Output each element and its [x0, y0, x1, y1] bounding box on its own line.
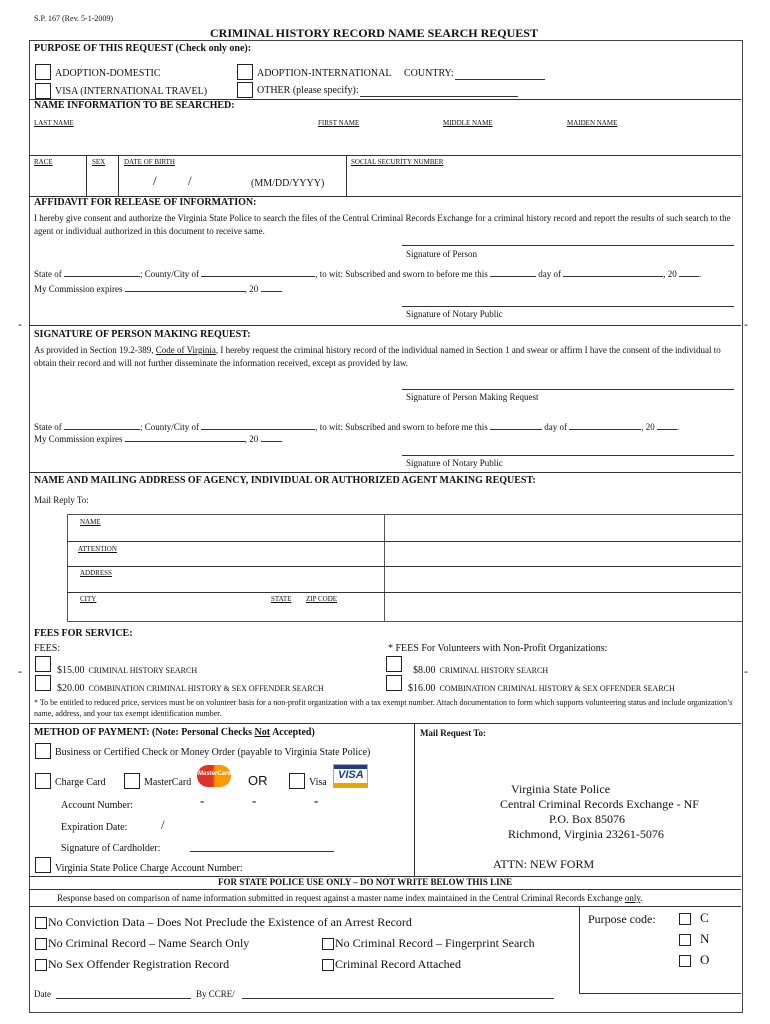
commission-field[interactable]	[125, 291, 245, 292]
year-field[interactable]	[657, 429, 677, 430]
signature-heading: SIGNATURE OF PERSON MAKING REQUEST:	[34, 329, 251, 340]
divider	[118, 155, 119, 197]
wit-label: , to wit: Subscribed and sworn to before me this	[315, 422, 488, 432]
other-label: OTHER (please specify):	[257, 85, 359, 96]
year-label: , 20	[641, 422, 655, 432]
day-field[interactable]	[490, 276, 536, 277]
ssn-label: SOCIAL SECURITY NUMBER	[351, 158, 444, 166]
vfee-16-checkbox[interactable]	[386, 675, 402, 691]
commission-year-field[interactable]	[261, 291, 281, 292]
visa-card-checkbox[interactable]	[289, 773, 305, 789]
month-field[interactable]	[563, 276, 663, 277]
divider	[414, 723, 415, 876]
response-text-part: Response based on comparison of name information submitted in request against a master name index maintained in the Central Criminal Records Exchange	[57, 893, 623, 903]
purpose-code-label: Purpose code:	[588, 912, 656, 926]
purpose-code-n: N	[700, 931, 710, 946]
fees-note: * To be entitled to reduced price, services must be on volunteer basis for a non-profit organization with a tax exempt number. Attach documentation to form which supports volunteering status and include organization’s name, address, and your tax exempt identification number.	[34, 698, 733, 718]
mailing-heading: NAME AND MAILING ADDRESS OF AGENCY, INDIVIDUAL OR AUTHORIZED AGENT MAKING REQUEST:	[34, 475, 536, 486]
divider	[579, 993, 741, 994]
margin-mark: -	[744, 664, 748, 678]
mastercard-checkbox[interactable]	[124, 773, 140, 789]
other-checkbox[interactable]	[237, 82, 253, 98]
payment-heading-part: METHOD OF PAYMENT: (Note: Personal Checks	[34, 727, 253, 738]
divider	[29, 472, 741, 473]
record-attached-checkbox[interactable]	[322, 959, 334, 971]
commission-year-field[interactable]	[261, 441, 281, 442]
sig-notary-label: Signature of Notary Public	[406, 309, 503, 319]
other-specify-field[interactable]	[360, 96, 518, 97]
form-id: S.P. 167 (Rev. 5-1-2009)	[34, 14, 114, 23]
day-field[interactable]	[490, 429, 542, 430]
fee-text: CRIMINAL HISTORY SEARCH	[439, 666, 549, 675]
sig-person-label: Signature of Person	[406, 249, 477, 259]
signature-text-part: , I hereby request the criminal history record of the individual named in Section 1 and swear or affirm I have the consent of the individual to obtain their record and will not further disseminate the information received, except as provided by law.	[34, 345, 721, 368]
zip-field-label: ZIP CODE	[306, 595, 338, 603]
payment-heading	[34, 727, 315, 738]
attention-field-label: ATTENTION	[78, 545, 117, 553]
response-only: only	[624, 893, 641, 903]
date-label: Date	[34, 989, 51, 999]
purpose-code-o: O	[700, 952, 710, 967]
vfee-8-checkbox[interactable]	[386, 656, 402, 672]
state-of-label: State of	[34, 269, 62, 279]
purpose-code-n-checkbox[interactable]	[679, 934, 691, 946]
charge-card-label: Charge Card	[55, 777, 106, 788]
maiden-name-label: MAIDEN NAME	[567, 119, 618, 127]
mail-request-line4: Richmond, Virginia 23261-5076	[508, 827, 664, 841]
first-name-label: FIRST NAME	[318, 119, 360, 127]
fees-label: FEES:	[34, 643, 61, 654]
divider	[346, 155, 347, 197]
mastercard-logo-icon	[197, 765, 231, 787]
county-label: ; County/City of	[140, 422, 200, 432]
visa-logo-text: VISA	[338, 769, 364, 781]
affidavit-text: I hereby give consent and authorize the Virginia State Police to search the files of the Central Criminal Records Exchange for a criminal history record and report the results of such search to the agent or individual authorized in this document to receive same.	[34, 213, 731, 236]
state-of-label: State of	[34, 422, 62, 432]
no-sex-offender-label: No Sex Offender Registration Record	[48, 957, 230, 971]
affidavit-heading: AFFIDAVIT FOR RELEASE OF INFORMATION:	[34, 197, 257, 208]
affidavit-state-line: State of ; County/City of , to wit: Subscribed and sworn to before me this day of , 20 .	[34, 269, 702, 279]
ccre-field[interactable]	[242, 998, 554, 999]
no-conviction-checkbox[interactable]	[35, 917, 47, 929]
purpose-code-o-checkbox[interactable]	[679, 955, 691, 967]
year-label: , 20	[244, 284, 259, 294]
adoption-international-checkbox[interactable]	[237, 64, 253, 80]
sig-requester-line[interactable]	[402, 389, 734, 390]
payment-heading-part: Accepted)	[272, 727, 315, 738]
cardholder-signature-field[interactable]	[190, 851, 334, 852]
adoption-domestic-label: ADOPTION-DOMESTIC	[55, 68, 161, 79]
last-name-label: LAST NAME	[34, 119, 74, 127]
divider	[29, 889, 741, 890]
fee-15-checkbox[interactable]	[35, 656, 51, 672]
expiration-slash: /	[161, 817, 165, 832]
no-sex-offender-checkbox[interactable]	[35, 959, 47, 971]
fee-15-label	[57, 660, 197, 678]
divider	[67, 592, 741, 593]
sig-person-line[interactable]	[402, 245, 734, 246]
visa-label: VISA (INTERNATIONAL TRAVEL)	[55, 86, 208, 97]
cardholder-label: Signature of Cardholder:	[61, 843, 161, 854]
sig-requester-label: Signature of Person Making Request	[406, 392, 539, 402]
or-label: OR	[248, 773, 268, 788]
sex-label: SEX	[92, 158, 106, 166]
purpose-heading: PURPOSE OF THIS REQUEST (Check only one):	[34, 43, 252, 54]
fee-20-checkbox[interactable]	[35, 675, 51, 691]
divider	[86, 155, 87, 197]
mail-request-line1: Virginia State Police	[511, 782, 611, 796]
mastercard-logo-text: MasterCard	[198, 771, 232, 777]
expiration-label: Expiration Date:	[61, 822, 128, 833]
visa-checkbox[interactable]	[35, 83, 51, 99]
police-use-banner: FOR STATE POLICE USE ONLY – DO NOT WRITE BELOW THIS LINE	[218, 877, 513, 887]
sig-notary-label: Signature of Notary Public	[406, 458, 503, 468]
divider	[29, 723, 741, 724]
county-label: ; County/City of	[140, 269, 200, 279]
signature-text-part: As provided in Section 19.2-389,	[34, 345, 154, 355]
response-text: Response based on comparison of name information submitted in request against a master name index maintained in the Central Criminal Records Exchange only.	[57, 893, 643, 903]
divider	[29, 155, 741, 156]
fee-text: COMBINATION CRIMINAL HISTORY & SEX OFFENDER SEARCH	[439, 684, 675, 693]
dob-slash: /	[153, 173, 157, 188]
visa-card-label: Visa	[309, 777, 327, 788]
visa-logo-icon	[333, 764, 368, 788]
mailing-address-box-right	[384, 514, 742, 622]
dob-format: (MM/DD/YYYY)	[251, 178, 325, 189]
middle-name-label: MIDDLE NAME	[443, 119, 493, 127]
dob-slash: /	[188, 173, 192, 188]
county-field[interactable]	[201, 276, 315, 277]
no-record-fingerprint-label: No Criminal Record – Fingerprint Search	[335, 936, 535, 950]
no-record-fingerprint-checkbox[interactable]	[322, 938, 334, 950]
adoption-domestic-checkbox[interactable]	[35, 64, 51, 80]
margin-mark: -	[18, 664, 22, 678]
divider	[29, 325, 741, 326]
fee-amount: $15.00	[57, 665, 85, 676]
name-field-label: NAME	[80, 518, 101, 526]
margin-mark: -	[18, 317, 22, 331]
fee-amount: $8.00	[413, 665, 436, 676]
purpose-code-c-checkbox[interactable]	[679, 913, 691, 925]
form-title: CRIMINAL HISTORY RECORD NAME SEARCH REQUEST	[210, 26, 538, 40]
fees-heading: FEES FOR SERVICE:	[34, 628, 133, 639]
state-field[interactable]	[64, 276, 140, 277]
volunteer-fees-label: * FEES For Volunteers with Non-Profit Organizations:	[388, 643, 608, 654]
fee-text: COMBINATION CRIMINAL HISTORY & SEX OFFENDER SEARCH	[88, 684, 324, 693]
mailing-address-box	[67, 514, 386, 622]
margin-mark: -	[744, 317, 748, 331]
record-attached-label: Criminal Record Attached	[335, 957, 461, 971]
mail-request-line3: P.O. Box 85076	[549, 812, 626, 826]
mail-reply-label: Mail Reply To:	[34, 495, 89, 505]
year-label: , 20	[663, 269, 677, 279]
vfee-16-label	[408, 678, 675, 696]
commission-field[interactable]	[125, 441, 245, 442]
month-field[interactable]	[569, 429, 641, 430]
vsp-account-checkbox[interactable]	[35, 857, 51, 873]
divider	[67, 541, 741, 542]
divider	[67, 566, 741, 567]
dob-label: DATE OF BIRTH	[124, 158, 175, 166]
city-field-label: CITY	[80, 595, 97, 603]
name-info-heading: NAME INFORMATION TO BE SEARCHED:	[34, 100, 235, 111]
year-label: , 20	[244, 434, 259, 444]
by-ccre-label: By CCRE/	[196, 989, 235, 999]
country-label: COUNTRY:	[404, 68, 454, 79]
affidavit-commission-line: My Commission expires , 20 .	[34, 284, 283, 294]
address-field-label: ADDRESS	[80, 569, 112, 577]
account-dash: -	[252, 793, 257, 808]
signature-commission-line: My Commission expires , 20 .	[34, 434, 283, 444]
no-record-name-checkbox[interactable]	[35, 938, 47, 950]
fee-text: CRIMINAL HISTORY SEARCH	[88, 666, 198, 675]
vsp-account-label: Virginia State Police Charge Account Number:	[55, 863, 243, 874]
sig-notary-line[interactable]	[402, 306, 734, 307]
mastercard-label: MasterCard	[144, 777, 192, 788]
account-number-label: Account Number:	[61, 800, 133, 811]
fee-amount: $20.00	[57, 683, 85, 694]
divider	[579, 906, 580, 993]
no-record-name-label: No Criminal Record – Name Search Only	[48, 936, 250, 950]
sig-notary-line[interactable]	[402, 455, 734, 456]
day-of-label: day of	[544, 422, 567, 432]
check-payment-checkbox[interactable]	[35, 743, 51, 759]
vfee-8-label	[413, 660, 548, 678]
adoption-international-label: ADOPTION-INTERNATIONAL	[257, 68, 392, 79]
mail-request-heading: Mail Request To:	[420, 728, 487, 738]
code-of-virginia: Code of Virginia	[155, 345, 216, 355]
state-field-label: STATE	[271, 595, 292, 603]
year-field[interactable]	[679, 276, 699, 277]
purpose-code-c: C	[700, 910, 709, 925]
fee-20-label	[57, 678, 324, 696]
no-conviction-label: No Conviction Data – Does Not Preclude the Existence of an Arrest Record	[48, 915, 412, 929]
signature-text	[34, 344, 734, 369]
mail-request-attn: ATTN: NEW FORM	[493, 857, 595, 871]
divider	[29, 906, 741, 907]
race-label: RACE	[34, 158, 53, 166]
county-field[interactable]	[201, 429, 315, 430]
country-field[interactable]	[455, 79, 545, 80]
mail-request-line2: Central Criminal Records Exchange - NF	[500, 797, 699, 811]
day-of-label: day of	[538, 269, 561, 279]
check-payment-label: Business or Certified Check or Money Order (payable to Virginia State Police)	[55, 747, 371, 758]
commission-label: My Commission expires	[34, 284, 123, 294]
payment-heading-not: Not	[254, 727, 271, 738]
commission-label: My Commission expires	[34, 434, 123, 444]
date-field[interactable]	[56, 998, 191, 999]
state-field[interactable]	[64, 429, 140, 430]
wit-label: , to wit: Subscribed and sworn to before me this	[315, 269, 488, 279]
account-dash: -	[314, 793, 319, 808]
charge-card-checkbox[interactable]	[35, 773, 51, 789]
account-dash: -	[200, 793, 205, 808]
fee-amount: $16.00	[408, 683, 436, 694]
signature-state-line: State of ; County/City of , to wit: Subscribed and sworn to before me this day of , 20 .	[34, 422, 680, 432]
